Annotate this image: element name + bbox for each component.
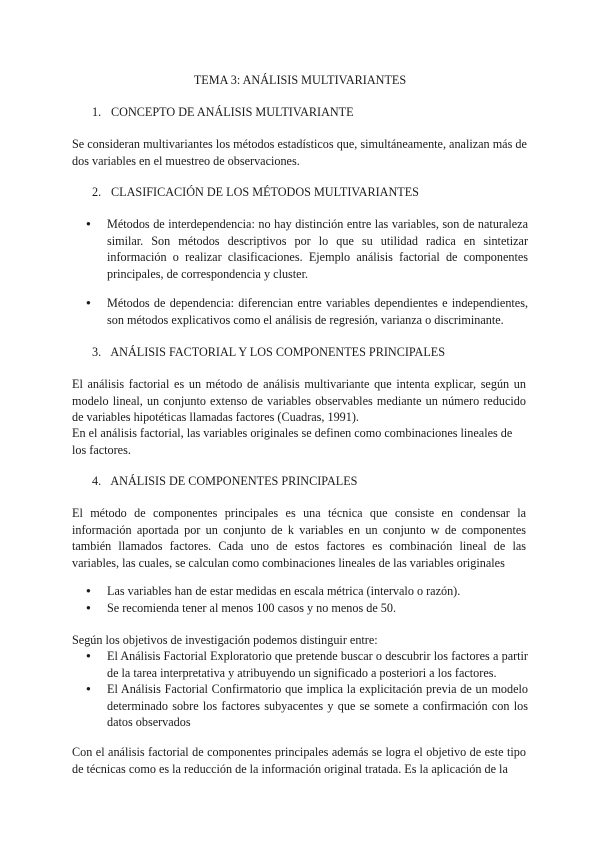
objectives-list bbox=[86, 648, 528, 731]
section-1-title: CONCEPTO DE ANÁLISIS MULTIVARIANTE bbox=[111, 105, 354, 119]
list-item: ● Las variables han de estar medidas en escala métrica (intervalo o razón). bbox=[86, 583, 528, 600]
section-4-title: ANÁLISIS DE COMPONENTES PRINCIPALES bbox=[110, 474, 358, 488]
section-2-number: 2. bbox=[92, 185, 102, 199]
list-item: ● Métodos de dependencia: diferencian entre variables dependientes e independientes, son métodos explicativos como el análisis de regresión, varianza o discriminante. bbox=[86, 295, 528, 328]
section-3-title: ANÁLISIS FACTORIAL Y LOS COMPONENTES PRINCIPALES bbox=[110, 345, 446, 359]
section-4-paragraph: El método de componentes principales es una técnica que consiste en condensar la información aportada por un conjunto de k variables en un conjunto w de componentes también llamados factores. Cada uno de estos factores es combinación lineal de las variables, las cuales, se calculan como combinaciones lineales de las variables originales bbox=[72, 506, 526, 570]
list-item: ● El Análisis Factorial Exploratorio que pretende buscar o descubrir los factores a partir de la tarea interpretativa y atribuyendo un significado a posteriori a los factores. bbox=[86, 648, 528, 681]
section-4-number: 4. bbox=[92, 474, 102, 488]
section-1-paragraph: Se consideran multivariantes los métodos estadísticos que, simultáneamente, analizan más de dos variables en el muestreo de observaciones. bbox=[72, 137, 527, 168]
section-3-heading bbox=[92, 344, 445, 361]
section-3-paragraph-2: En el análisis factorial, las variables originales se definen como combinaciones lineales de los factores. bbox=[72, 426, 513, 457]
list-item: ● Métodos de interdependencia: no hay distinción entre las variables, son de naturaleza similar. Son métodos descriptivos por lo que su utilidad radica en sintetizar información o realizar clasificaciones. Ejemplo análisis factorial de componentes principales, de correspondencia y cluster. bbox=[86, 216, 528, 282]
section-1-number: 1. bbox=[92, 105, 102, 119]
section-2-heading bbox=[92, 184, 419, 201]
closing-paragraph: Con el análisis factorial de componentes principales además se logra el objetivo de este tipo de técnicas como es la reducción de la información original tratada. Es la aplicación de la bbox=[72, 745, 526, 776]
section-3-number: 3. bbox=[92, 345, 102, 359]
document-title: TEMA 3: ANÁLISIS MULTIVARIANTES bbox=[193, 73, 407, 87]
classification-list-2 bbox=[86, 295, 528, 328]
section-3-paragraph: El análisis factorial es un método de análisis multivariante que intenta explicar, según un modelo lineal, un conjunto extenso de variables observables mediante un número reducido de variables hipotéticas llamadas factores (Cuadras, 1991). bbox=[72, 377, 526, 424]
list-item: ● Se recomienda tener al menos 100 casos y no menos de 50. bbox=[86, 600, 528, 617]
section-2-title: CLASIFICACIÓN DE LOS MÉTODOS MULTIVARIANTES bbox=[111, 185, 419, 199]
classification-list bbox=[86, 216, 528, 282]
section-1-heading bbox=[92, 104, 354, 121]
requirements-list bbox=[86, 583, 528, 616]
list-item: ● El Análisis Factorial Confirmatorio que implica la explicitación previa de un modelo determinado sobre los factores subyacentes y que se somete a confirmación con los datos observados bbox=[86, 681, 528, 731]
objectives-intro: Según los objetivos de investigación podemos distinguir entre: bbox=[72, 633, 378, 647]
section-4-heading bbox=[92, 473, 357, 490]
